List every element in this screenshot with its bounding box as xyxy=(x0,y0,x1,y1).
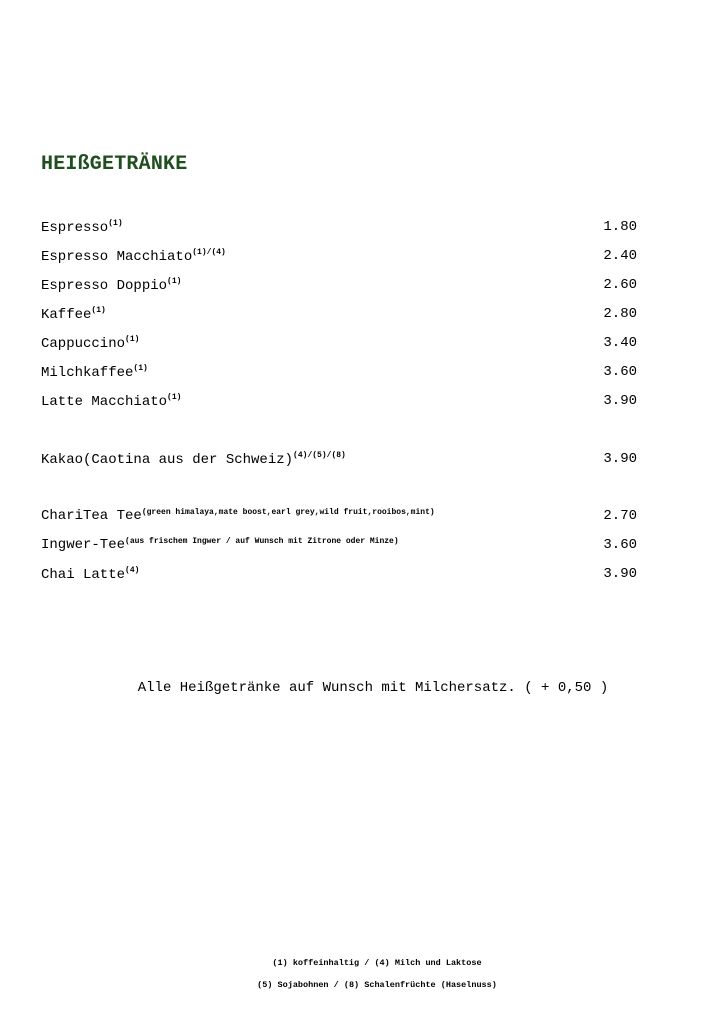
menu-item xyxy=(41,306,637,326)
item-name: Latte Macchiato$^{(1)}$ xyxy=(41,393,182,410)
item-name: ChariTea Tee$^{(green himalaya,mate boost,earl grey,wild fruit,rooibos,mint)}$ xyxy=(41,508,435,524)
item-price: 3.60 xyxy=(603,537,637,553)
menu-item xyxy=(41,248,637,268)
allergen-marker: (1) xyxy=(125,335,140,344)
menu-section-title: HEIßGETRÄNKE xyxy=(41,153,188,176)
allergen-marker: (4)/(5)/(8) xyxy=(293,451,346,460)
item-name: Kakao(Caotina aus der Schweiz)$^{(4)/(5)/(8)}$ xyxy=(41,451,346,468)
menu-item xyxy=(41,364,637,384)
menu-item xyxy=(41,508,637,528)
item-name: Cappuccino$^{(1)}$ xyxy=(41,335,140,352)
allergen-footnote: (5) Sojabohnen / (8) Schalenfrüchte (Haselnuss) xyxy=(257,980,497,990)
item-name: Kaffee$^{(1)}$ xyxy=(41,306,106,323)
item-price: 2.40 xyxy=(603,248,637,264)
allergen-marker: (1) xyxy=(91,306,106,315)
allergen-marker: (1) xyxy=(167,277,182,286)
item-price: 2.70 xyxy=(603,508,637,524)
milk-substitute-note: Alle Heißgetränke auf Wunsch mit Milchersatz. ( + 0,50 ) xyxy=(137,680,609,696)
allergen-footnote: (1) koffeinhaltig / (4) Milch und Laktose xyxy=(272,958,482,968)
item-name: Espresso$^{(1)}$ xyxy=(41,219,123,236)
item-price: 1.80 xyxy=(603,219,637,235)
item-price: 3.90 xyxy=(603,393,637,409)
menu-item xyxy=(41,537,637,557)
menu-item xyxy=(41,219,637,239)
allergen-marker: (1) xyxy=(108,219,123,228)
item-name: Espresso Macchiato$^{(1)/(4)}$ xyxy=(41,248,226,265)
item-name: Chai Latte$^{(4)}$ xyxy=(41,566,140,583)
allergen-marker: (1) xyxy=(133,364,148,373)
menu-item xyxy=(41,277,637,297)
item-description: (green himalaya,mate boost,earl grey,wild fruit,rooibos,mint) xyxy=(141,508,435,517)
menu-item xyxy=(41,335,637,355)
item-name: Ingwer-Tee$^{(aus frischem Ingwer / auf Wunsch mit Zitrone oder Minze)}$ xyxy=(41,537,399,553)
menu-item xyxy=(41,566,637,586)
allergen-marker: (1) xyxy=(167,393,182,402)
menu-item xyxy=(41,451,637,471)
item-name: Milchkaffee$^{(1)}$ xyxy=(41,364,148,381)
item-price: 3.60 xyxy=(603,364,637,380)
item-price: 2.60 xyxy=(603,277,637,293)
item-price: 3.90 xyxy=(603,566,637,582)
menu-item xyxy=(41,393,637,413)
item-description: (aus frischem Ingwer / auf Wunsch mit Zitrone oder Minze) xyxy=(125,537,399,546)
allergen-marker: (4) xyxy=(125,566,140,575)
item-price: 2.80 xyxy=(603,306,637,322)
item-price: 3.40 xyxy=(603,335,637,351)
item-name: Espresso Doppio$^{(1)}$ xyxy=(41,277,182,294)
allergen-marker: (1)/(4) xyxy=(192,248,226,257)
item-price: 3.90 xyxy=(603,451,637,467)
